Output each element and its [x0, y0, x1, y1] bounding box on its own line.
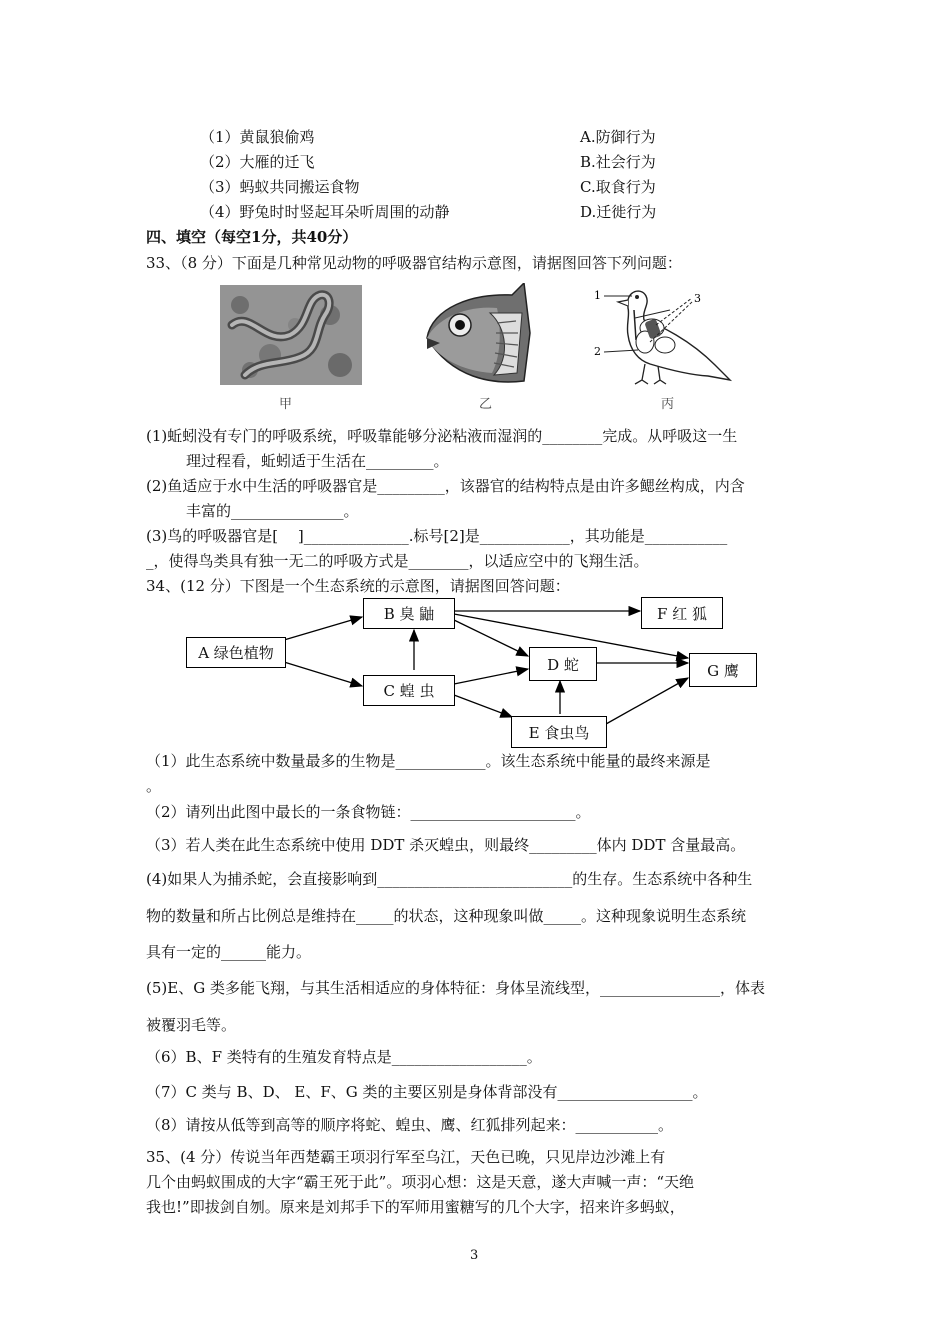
- matching-right-b: B.社会行为: [580, 153, 656, 171]
- q34-4b: 物的数量和所占比例总是维持在_____的状态，这种现象叫做_____。这种现象说明生态系统: [146, 907, 747, 925]
- matching-right-a: A.防御行为: [580, 128, 656, 146]
- q33-1a: (1)蚯蚓没有专门的呼吸系统，呼吸靠能够分泌粘液而湿润的________完成。从呼吸这一生: [146, 427, 738, 445]
- node-a-green-plants: A 绿色植物: [186, 637, 286, 668]
- page-number: 3: [470, 1248, 479, 1263]
- caption-jia: 甲: [279, 397, 293, 412]
- q34-5a: (5)E、G 类多能飞翔，与其生活相适应的身体特征：身体呈流线型，________________，体表: [146, 979, 765, 997]
- q34-5b: 被覆羽毛等。: [146, 1016, 237, 1034]
- matching-left-4: （4）野兔时时竖起耳朵听周围的动静: [200, 203, 450, 221]
- q34-7: （7）C 类与 B、D、 E、F、G 类的主要区别是身体背部没有__________________。: [146, 1083, 708, 1101]
- q34-8: （8）请按从低等到高等的顺序将蛇、蝗虫、鹰、红狐排列起来：___________。: [146, 1116, 674, 1134]
- q34-3: （3）若人类在此生态系统中使用 DDT 杀灭蝗虫，则最终_________体内 DDT 含量最高。: [146, 836, 746, 854]
- bird-label-1: 1: [594, 289, 601, 302]
- q34-intro: 34、(12 分）下图是一个生态系统的示意图，请据图回答问题：: [146, 577, 570, 595]
- q34-2: （2）请列出此图中最长的一条食物链：______________________。: [146, 803, 591, 821]
- q33-intro: 33、（8 分）下面是几种常见动物的呼吸器官结构示意图，请据图回答下列问题：: [146, 254, 682, 272]
- node-c-locust: C 蝗 虫: [363, 675, 455, 706]
- matching-left-2: （2）大雁的迁飞: [200, 153, 315, 171]
- section-heading: 四、填空（每空1分，共40分）: [146, 228, 358, 246]
- q35-line1: 35、(4 分）传说当年西楚霸王项羽行军至乌江，天色已晚，只见岸边沙滩上有: [146, 1148, 666, 1166]
- caption-yi: 乙: [479, 397, 493, 412]
- node-f-red-fox: F 红 狐: [641, 597, 723, 629]
- matching-right-d: D.迁徙行为: [580, 203, 657, 221]
- q34-1a: （1）此生态系统中数量最多的生物是____________。该生态系统中能量的最终来源是: [146, 752, 711, 770]
- q34-4a: (4)如果人为捕杀蛇，会直接影响到__________________________的生存。生态系统中各种生: [146, 870, 753, 888]
- q33-2b: 丰富的_______________。: [186, 502, 359, 520]
- matching-left-1: （1）黄鼠狼偷鸡: [200, 128, 315, 146]
- q33-1b: 理过程看，蚯蚓适于生活在_________。: [186, 452, 449, 470]
- bird-label-3: 3: [694, 292, 701, 305]
- node-d-snake: D 蛇: [529, 647, 597, 681]
- q34-4c: 具有一定的______能力。: [146, 943, 312, 961]
- q35-line2: 几个由蚂蚁围成的大字“霸王死于此”。项羽心想：这是天意，遂大声喊一声：“天绝: [146, 1173, 695, 1191]
- node-e-bird: E 食虫鸟: [511, 716, 607, 748]
- q35-line3: 我也!”即拔剑自刎。原来是刘邦手下的军师用蜜糖写的几个大字，招来许多蚂蚁，: [146, 1198, 685, 1216]
- q33-3a: (3)鸟的呼吸器官是[ ]______________.标号[2]是____________，其功能是___________: [146, 527, 728, 545]
- caption-bing: 丙: [661, 397, 675, 412]
- q34-6: （6）B、F 类特有的生殖发育特点是__________________。: [146, 1048, 542, 1066]
- matching-left-3: （3）蚂蚁共同搬运食物: [200, 178, 360, 196]
- q33-3b: _，使得鸟类具有独一无二的呼吸方式是________，以适应空中的飞翔生活。: [146, 552, 649, 570]
- matching-right-c: C.取食行为: [580, 178, 656, 196]
- q34-1b: 。: [146, 777, 162, 795]
- q33-2a: (2)鱼适应于水中生活的呼吸器官是_________，该器官的结构特点是由许多鳃丝构成，内含: [146, 477, 745, 495]
- node-b-skunk: B 臭 鼬: [363, 598, 455, 629]
- node-g-eagle: G 鹰: [689, 653, 757, 687]
- bird-label-2: 2: [594, 345, 601, 358]
